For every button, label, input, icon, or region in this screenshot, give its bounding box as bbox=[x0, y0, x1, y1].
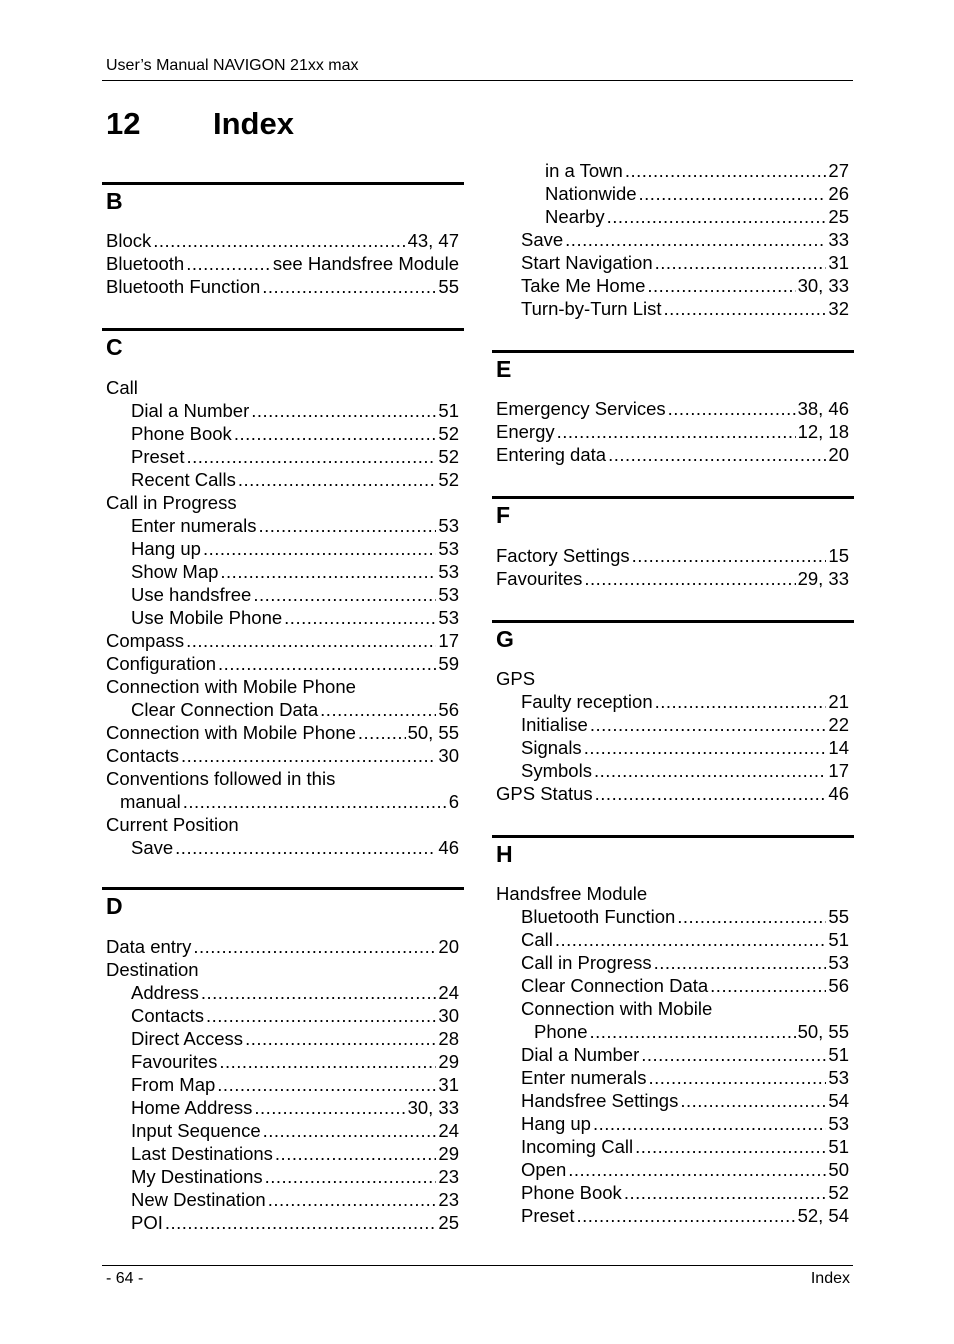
index-page-ref: 30 bbox=[438, 1005, 459, 1026]
index-page-ref: 6 bbox=[448, 791, 459, 812]
index-term: Conventions followed in this bbox=[106, 768, 336, 789]
dot-leader bbox=[635, 1135, 826, 1158]
index-term: Favourites bbox=[496, 568, 583, 589]
index-page-ref: 12, 18 bbox=[797, 421, 849, 442]
index-term: Enter numerals bbox=[521, 1067, 647, 1088]
index-page-ref: 17 bbox=[438, 630, 459, 651]
index-page-ref: 55 bbox=[828, 906, 849, 927]
index-page-ref: 56 bbox=[438, 699, 459, 720]
footer-rule bbox=[102, 1265, 853, 1266]
index-page-ref: 43, 47 bbox=[407, 230, 459, 251]
index-term: Entering data bbox=[496, 444, 607, 465]
entries-e bbox=[492, 397, 854, 466]
index-entry bbox=[102, 790, 464, 813]
index-page-ref: 33 bbox=[828, 229, 849, 250]
index-entry bbox=[102, 1027, 464, 1050]
index-entry bbox=[492, 882, 854, 905]
entries-h bbox=[492, 882, 854, 1227]
index-section-h bbox=[492, 835, 854, 873]
dot-leader bbox=[595, 782, 827, 805]
index-term: Bluetooth Function bbox=[521, 906, 676, 927]
index-entry bbox=[102, 1188, 464, 1211]
section-letter: C bbox=[106, 334, 123, 360]
index-term: Contacts bbox=[106, 745, 180, 766]
index-entry bbox=[492, 297, 854, 320]
index-entry bbox=[492, 205, 854, 228]
entries-b bbox=[102, 229, 464, 298]
index-term: Last Destinations bbox=[131, 1143, 273, 1164]
index-term: Factory Settings bbox=[496, 545, 630, 566]
index-term: Data entry bbox=[106, 936, 192, 957]
dot-leader bbox=[641, 1043, 826, 1066]
dot-leader bbox=[254, 1096, 405, 1119]
index-entry bbox=[102, 958, 464, 981]
index-term: Connection with Mobile bbox=[521, 998, 713, 1019]
index-term: manual bbox=[120, 791, 181, 812]
index-entry bbox=[492, 1112, 854, 1135]
index-entry bbox=[102, 1211, 464, 1234]
index-entry bbox=[492, 420, 854, 443]
index-section-d bbox=[102, 887, 464, 925]
dot-leader bbox=[258, 514, 436, 537]
index-term: Compass bbox=[106, 630, 185, 651]
index-entry bbox=[102, 445, 464, 468]
index-section-c bbox=[102, 328, 464, 366]
index-term: New Destination bbox=[131, 1189, 266, 1210]
chapter-heading bbox=[106, 106, 294, 142]
dot-leader bbox=[203, 537, 436, 560]
index-term: GPS bbox=[496, 668, 536, 689]
dot-leader bbox=[557, 420, 796, 443]
index-page-ref: 59 bbox=[438, 653, 459, 674]
index-entry bbox=[102, 399, 464, 422]
index-page-ref: see Handsfree Module bbox=[272, 253, 459, 274]
index-page-ref: 25 bbox=[828, 206, 849, 227]
index-page-ref: 54 bbox=[828, 1090, 849, 1111]
index-term: From Map bbox=[131, 1074, 216, 1095]
index-page-ref: 46 bbox=[828, 783, 849, 804]
index-section-g bbox=[492, 620, 854, 658]
index-page-ref: 32 bbox=[828, 298, 849, 319]
index-page-ref: 53 bbox=[828, 952, 849, 973]
index-page-ref: 20 bbox=[438, 936, 459, 957]
index-page-ref: 31 bbox=[438, 1074, 459, 1095]
index-entry bbox=[492, 251, 854, 274]
index-term: Clear Connection Data bbox=[131, 699, 319, 720]
running-header: User’s Manual NAVIGON 21xx max bbox=[106, 57, 359, 74]
index-entry bbox=[102, 652, 464, 675]
index-term: Call in Progress bbox=[521, 952, 652, 973]
index-page-ref: 25 bbox=[438, 1212, 459, 1233]
entries-f bbox=[492, 544, 854, 590]
dot-leader bbox=[186, 629, 436, 652]
index-page-ref: 24 bbox=[438, 982, 459, 1003]
index-term: Nearby bbox=[545, 206, 605, 227]
dot-leader bbox=[175, 836, 436, 859]
index-entry bbox=[492, 690, 854, 713]
index-term: Phone Book bbox=[131, 423, 232, 444]
dot-leader bbox=[680, 1089, 826, 1112]
index-entry bbox=[492, 1181, 854, 1204]
index-entry bbox=[492, 951, 854, 974]
index-page-ref: 52 bbox=[438, 446, 459, 467]
index-term: Handsfree Settings bbox=[521, 1090, 679, 1111]
index-entry bbox=[102, 252, 464, 275]
index-page-ref: 52, 54 bbox=[797, 1205, 849, 1226]
dot-leader bbox=[275, 1142, 437, 1165]
index-term: GPS Status bbox=[496, 783, 593, 804]
index-entry bbox=[102, 606, 464, 629]
index-term: Preset bbox=[131, 446, 185, 467]
dot-leader bbox=[358, 721, 406, 744]
index-term: Save bbox=[131, 837, 174, 858]
section-rule bbox=[492, 620, 854, 623]
index-page-ref: 14 bbox=[828, 737, 849, 758]
dot-leader bbox=[265, 1165, 437, 1188]
index-entry bbox=[102, 981, 464, 1004]
index-page-ref: 30 bbox=[438, 745, 459, 766]
index-term: Contacts bbox=[131, 1005, 205, 1026]
index-entry bbox=[102, 1119, 464, 1142]
index-entry bbox=[492, 1089, 854, 1112]
index-entry bbox=[492, 759, 854, 782]
index-page-ref: 53 bbox=[438, 607, 459, 628]
index-entry bbox=[492, 928, 854, 951]
index-page-ref: 55 bbox=[438, 276, 459, 297]
index-entry bbox=[492, 905, 854, 928]
section-letter: E bbox=[496, 356, 512, 382]
index-page-ref: 50, 55 bbox=[407, 722, 459, 743]
index-entry bbox=[492, 182, 854, 205]
dot-leader bbox=[201, 981, 437, 1004]
dot-leader bbox=[607, 205, 827, 228]
dot-leader bbox=[568, 1158, 826, 1181]
dot-leader bbox=[654, 951, 827, 974]
index-term: in a Town bbox=[545, 160, 623, 181]
index-term: Current Position bbox=[106, 814, 239, 835]
index-entry bbox=[492, 1066, 854, 1089]
dot-leader bbox=[625, 159, 827, 182]
section-rule bbox=[102, 887, 464, 890]
dot-leader bbox=[584, 736, 827, 759]
index-term: Use Mobile Phone bbox=[131, 607, 283, 628]
index-term: Preset bbox=[521, 1205, 575, 1226]
index-entry bbox=[492, 1020, 854, 1043]
index-term: Enter numerals bbox=[131, 515, 257, 536]
index-page-ref: 50, 55 bbox=[797, 1021, 849, 1042]
index-term: Incoming Call bbox=[521, 1136, 634, 1157]
entries-c bbox=[102, 376, 464, 859]
dot-leader bbox=[181, 744, 436, 767]
index-page-ref: 52 bbox=[438, 423, 459, 444]
index-entry bbox=[102, 767, 464, 790]
dot-leader bbox=[206, 1004, 436, 1027]
index-term: Hang up bbox=[521, 1113, 591, 1134]
dot-leader bbox=[565, 228, 826, 251]
index-page-ref: 46 bbox=[438, 837, 459, 858]
index-page-ref: 30, 33 bbox=[797, 275, 849, 296]
dot-leader bbox=[186, 252, 271, 275]
index-entry bbox=[492, 736, 854, 759]
index-page-ref: 24 bbox=[438, 1120, 459, 1141]
index-entry bbox=[492, 667, 854, 690]
footer-section: Index bbox=[810, 1270, 850, 1287]
dot-leader bbox=[639, 182, 827, 205]
index-entry bbox=[102, 935, 464, 958]
index-term: Use handsfree bbox=[131, 584, 252, 605]
index-entry bbox=[102, 813, 464, 836]
index-section-e bbox=[492, 350, 854, 388]
dot-leader bbox=[238, 468, 437, 491]
index-entry bbox=[102, 1073, 464, 1096]
index-term: Destination bbox=[106, 959, 199, 980]
dot-leader bbox=[647, 274, 795, 297]
dot-leader bbox=[153, 229, 405, 252]
index-page-ref: 38, 46 bbox=[797, 398, 849, 419]
index-entry bbox=[492, 997, 854, 1020]
index-term: Connection with Mobile Phone bbox=[106, 676, 356, 697]
index-page-ref: 15 bbox=[828, 545, 849, 566]
index-entry bbox=[492, 228, 854, 251]
dot-leader bbox=[655, 690, 827, 713]
index-term: Start Navigation bbox=[521, 252, 653, 273]
index-entry bbox=[492, 713, 854, 736]
dot-leader bbox=[262, 275, 436, 298]
index-entry bbox=[492, 1204, 854, 1227]
index-page-ref: 29 bbox=[438, 1051, 459, 1072]
index-entry bbox=[102, 560, 464, 583]
index-term: Show Map bbox=[131, 561, 219, 582]
section-letter: F bbox=[496, 502, 511, 528]
dot-leader bbox=[608, 443, 826, 466]
index-page-ref: 52 bbox=[438, 469, 459, 490]
index-page-ref: 27 bbox=[828, 160, 849, 181]
section-rule bbox=[492, 496, 854, 499]
index-entry bbox=[102, 1050, 464, 1073]
index-term: Initialise bbox=[521, 714, 588, 735]
chapter-title: Index bbox=[213, 106, 294, 141]
index-section-b bbox=[102, 182, 464, 220]
index-page-ref: 53 bbox=[828, 1113, 849, 1134]
index-entry bbox=[102, 744, 464, 767]
index-entry bbox=[102, 491, 464, 514]
index-term: Handsfree Module bbox=[496, 883, 648, 904]
index-term: Input Sequence bbox=[131, 1120, 261, 1141]
index-term: Bluetooth Function bbox=[106, 276, 261, 297]
index-term: Faulty reception bbox=[521, 691, 653, 712]
dot-leader bbox=[165, 1211, 437, 1234]
section-letter: B bbox=[106, 188, 123, 214]
index-entry bbox=[102, 698, 464, 721]
index-entry bbox=[492, 1158, 854, 1181]
entries-destination-cont bbox=[492, 159, 854, 320]
index-entry bbox=[492, 443, 854, 466]
dot-leader bbox=[217, 1073, 436, 1096]
index-term: POI bbox=[131, 1212, 163, 1233]
dot-leader bbox=[632, 544, 827, 567]
index-page-ref: 23 bbox=[438, 1189, 459, 1210]
dot-leader bbox=[584, 567, 795, 590]
header-rule bbox=[102, 80, 853, 81]
index-term: Phone Book bbox=[521, 1182, 622, 1203]
index-entry bbox=[492, 1135, 854, 1158]
dot-leader bbox=[624, 1181, 827, 1204]
index-page-ref: 29, 33 bbox=[797, 568, 849, 589]
section-rule bbox=[102, 328, 464, 331]
index-entry bbox=[102, 229, 464, 252]
dot-leader bbox=[320, 698, 436, 721]
index-entry bbox=[102, 836, 464, 859]
index-term: Block bbox=[106, 230, 152, 251]
dot-leader bbox=[576, 1204, 795, 1227]
section-letter: H bbox=[496, 841, 513, 867]
index-page-ref: 21 bbox=[828, 691, 849, 712]
index-term: Configuration bbox=[106, 653, 217, 674]
index-term: Signals bbox=[521, 737, 582, 758]
dot-leader bbox=[677, 905, 826, 928]
index-entry bbox=[102, 1004, 464, 1027]
index-term: Direct Access bbox=[131, 1028, 244, 1049]
index-entry bbox=[102, 468, 464, 491]
index-page-ref: 20 bbox=[828, 444, 849, 465]
index-page-ref: 53 bbox=[438, 584, 459, 605]
dot-leader bbox=[710, 974, 826, 997]
index-page-ref: 51 bbox=[438, 400, 459, 421]
index-term: Address bbox=[131, 982, 199, 1003]
page-number: - 64 - bbox=[106, 1270, 144, 1287]
index-entry bbox=[102, 422, 464, 445]
entries-d bbox=[102, 935, 464, 1234]
index-term: Turn-by-Turn List bbox=[521, 298, 662, 319]
dot-leader bbox=[648, 1066, 826, 1089]
index-term: My Destinations bbox=[131, 1166, 263, 1187]
index-entry bbox=[492, 544, 854, 567]
dot-leader bbox=[263, 1119, 437, 1142]
index-entry bbox=[492, 1043, 854, 1066]
index-term: Call in Progress bbox=[106, 492, 237, 513]
index-page-ref: 50 bbox=[828, 1159, 849, 1180]
dot-leader bbox=[218, 652, 436, 675]
index-term: Phone bbox=[534, 1021, 588, 1042]
index-entry bbox=[102, 583, 464, 606]
section-rule bbox=[102, 182, 464, 185]
index-page-ref: 53 bbox=[438, 515, 459, 536]
index-term: Save bbox=[521, 229, 564, 250]
index-term: Take Me Home bbox=[521, 275, 646, 296]
dot-leader bbox=[555, 928, 827, 951]
index-entry bbox=[102, 537, 464, 560]
dot-leader bbox=[594, 759, 826, 782]
index-term: Bluetooth bbox=[106, 253, 185, 274]
index-page-ref: 23 bbox=[438, 1166, 459, 1187]
dot-leader bbox=[193, 935, 436, 958]
dot-leader bbox=[234, 422, 437, 445]
index-page-ref: 29 bbox=[438, 1143, 459, 1164]
index-entry bbox=[102, 721, 464, 744]
index-entry bbox=[492, 274, 854, 297]
index-page-ref: 26 bbox=[828, 183, 849, 204]
index-term: Recent Calls bbox=[131, 469, 236, 490]
index-entry bbox=[102, 275, 464, 298]
dot-leader bbox=[590, 1020, 796, 1043]
index-page-ref: 28 bbox=[438, 1028, 459, 1049]
dot-leader bbox=[186, 445, 436, 468]
index-entry bbox=[492, 782, 854, 805]
index-term: Connection with Mobile Phone bbox=[106, 722, 356, 743]
entries-g bbox=[492, 667, 854, 805]
dot-leader bbox=[590, 713, 827, 736]
dot-leader bbox=[664, 297, 827, 320]
index-page-ref: 53 bbox=[438, 538, 459, 559]
dot-leader bbox=[251, 399, 436, 422]
index-page-ref: 53 bbox=[438, 561, 459, 582]
index-entry bbox=[102, 1142, 464, 1165]
index-entry bbox=[102, 1096, 464, 1119]
index-page-ref: 52 bbox=[828, 1182, 849, 1203]
dot-leader bbox=[668, 397, 796, 420]
index-term: Emergency Services bbox=[496, 398, 666, 419]
index-entry bbox=[102, 1165, 464, 1188]
dot-leader bbox=[268, 1188, 437, 1211]
index-term: Dial a Number bbox=[521, 1044, 640, 1065]
index-page-ref: 53 bbox=[828, 1067, 849, 1088]
index-entry bbox=[102, 675, 464, 698]
index-term: Open bbox=[521, 1159, 567, 1180]
index-page-ref: 31 bbox=[828, 252, 849, 273]
section-letter: G bbox=[496, 626, 514, 652]
index-entry bbox=[102, 376, 464, 399]
index-page-ref: 51 bbox=[828, 929, 849, 950]
index-term: Hang up bbox=[131, 538, 201, 559]
index-term: Favourites bbox=[131, 1051, 218, 1072]
chapter-number: 12 bbox=[106, 106, 141, 141]
dot-leader bbox=[655, 251, 827, 274]
index-term: Clear Connection Data bbox=[521, 975, 709, 996]
dot-leader bbox=[245, 1027, 436, 1050]
index-entry bbox=[492, 974, 854, 997]
dot-leader bbox=[284, 606, 436, 629]
dot-leader bbox=[183, 790, 447, 813]
dot-leader bbox=[220, 560, 436, 583]
index-term: Energy bbox=[496, 421, 555, 442]
index-term: Dial a Number bbox=[131, 400, 250, 421]
index-page-ref: 51 bbox=[828, 1044, 849, 1065]
index-entry bbox=[102, 629, 464, 652]
index-entry bbox=[102, 514, 464, 537]
section-rule bbox=[492, 835, 854, 838]
index-page-ref: 17 bbox=[828, 760, 849, 781]
index-term: Symbols bbox=[521, 760, 592, 781]
index-section-f bbox=[492, 496, 854, 534]
index-term: Call bbox=[521, 929, 553, 950]
index-page-ref: 51 bbox=[828, 1136, 849, 1157]
index-term: Nationwide bbox=[545, 183, 637, 204]
index-term: Home Address bbox=[131, 1097, 253, 1118]
index-page-ref: 56 bbox=[828, 975, 849, 996]
index-entry bbox=[492, 159, 854, 182]
index-term: Call bbox=[106, 377, 138, 398]
dot-leader bbox=[219, 1050, 436, 1073]
dot-leader bbox=[593, 1112, 826, 1135]
section-letter: D bbox=[106, 893, 123, 919]
section-rule bbox=[492, 350, 854, 353]
dot-leader bbox=[253, 583, 436, 606]
index-entry bbox=[492, 397, 854, 420]
index-entry bbox=[492, 567, 854, 590]
index-page-ref: 22 bbox=[828, 714, 849, 735]
index-page-ref: 30, 33 bbox=[407, 1097, 459, 1118]
